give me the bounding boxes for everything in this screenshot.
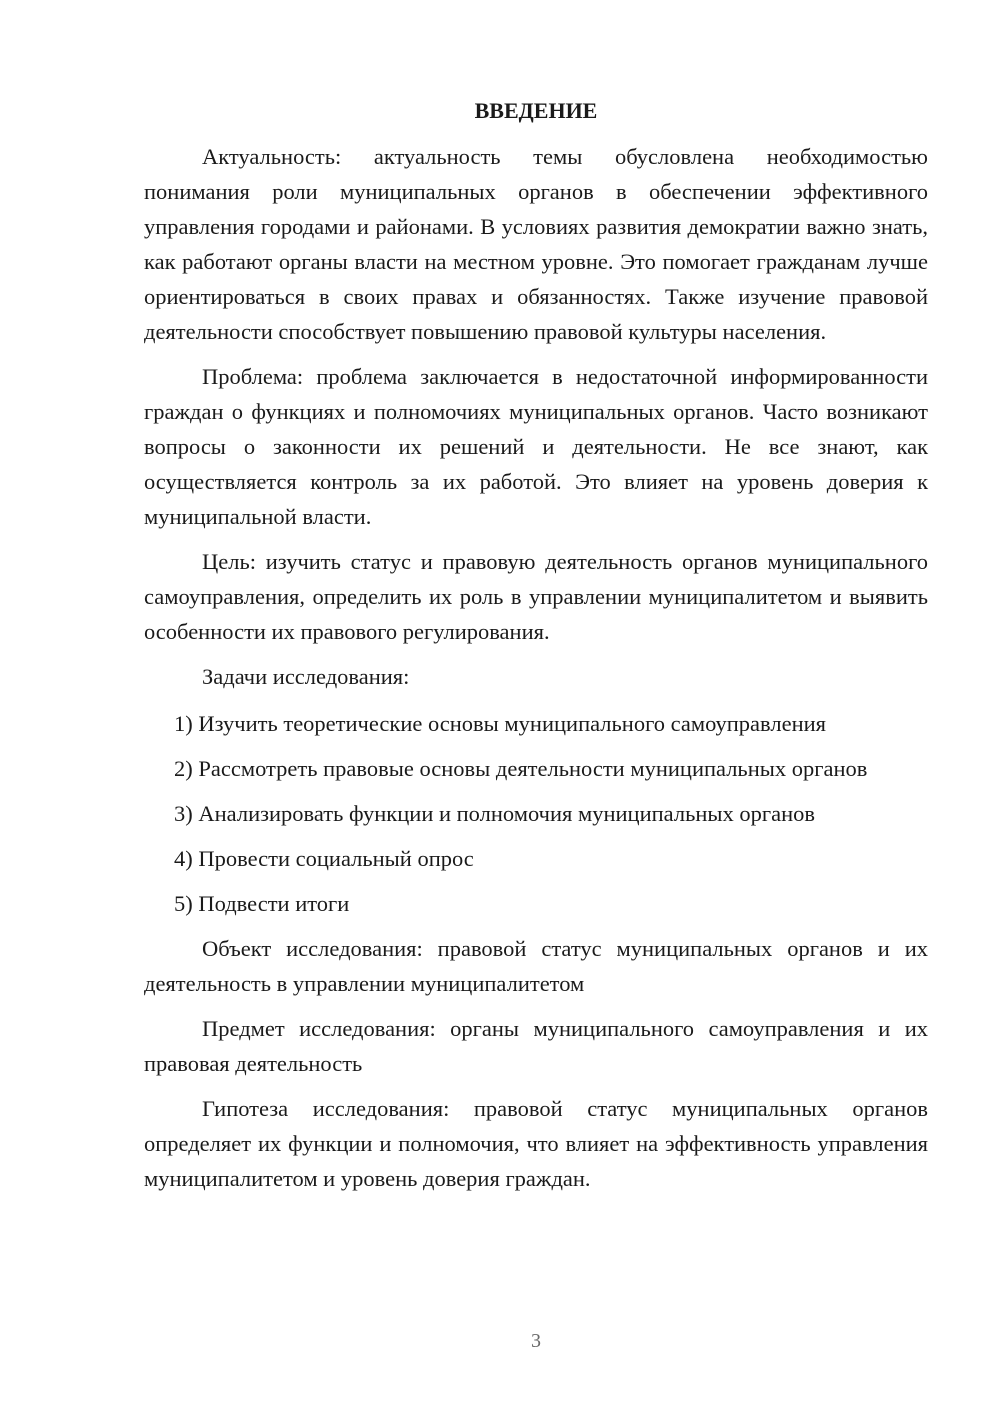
tasks-heading: Задачи исследования: [202, 664, 410, 689]
hypothesis-paragraph: Гипотеза исследования: правовой статус муниципальных органов определяет их функции и полномочия, что влияет на эффективность управления муниципалитетом и уровень доверия граждан. [144, 1096, 928, 1191]
page-title: ВВЕДЕНИЕ [474, 98, 598, 123]
page-number: 3 [531, 1330, 541, 1352]
relevance-paragraph: Актуальность: актуальность темы обусловлена необходимостью понимания роли муниципальных органов в обеспечении эффективного управления городами и районами. В условиях развития демократии важно знать, как работают органы власти на местном уровне. Это помогает гражданам лучше ориентироваться в своих правах и обязанностях. Также изучение правовой деятельности способствует повышению правовой культуры населения. [144, 144, 928, 344]
task-item: 4) Провести социальный опрос [174, 846, 474, 871]
task-item: 1) Изучить теоретические основы муниципального самоуправления [174, 711, 827, 736]
task-item: 3) Анализировать функции и полномочия муниципальных органов [174, 801, 815, 826]
tasks-list [144, 706, 928, 921]
task-item: 2) Рассмотреть правовые основы деятельности муниципальных органов [174, 756, 868, 781]
subject-paragraph: Предмет исследования: органы муниципального самоуправления и их правовая деятельность [144, 1016, 928, 1076]
document-page [144, 95, 928, 1206]
task-item: 5) Подвести итоги [174, 891, 350, 916]
goal-paragraph: Цель: изучить статус и правовую деятельность органов муниципального самоуправления, определить их роль в управлении муниципалитетом и выявить особенности их правового регулирования. [144, 549, 928, 644]
problem-paragraph: Проблема: проблема заключается в недостаточной информированности граждан о функциях и полномочиях муниципальных органов. Часто возникают вопросы о законности их решений и деятельности. Не все знают, как осуществляется контроль за их работой. Это влияет на уровень доверия к муниципальной власти. [144, 364, 928, 529]
object-paragraph: Объект исследования: правовой статус муниципальных органов и их деятельность в управлении муниципалитетом [144, 936, 928, 996]
